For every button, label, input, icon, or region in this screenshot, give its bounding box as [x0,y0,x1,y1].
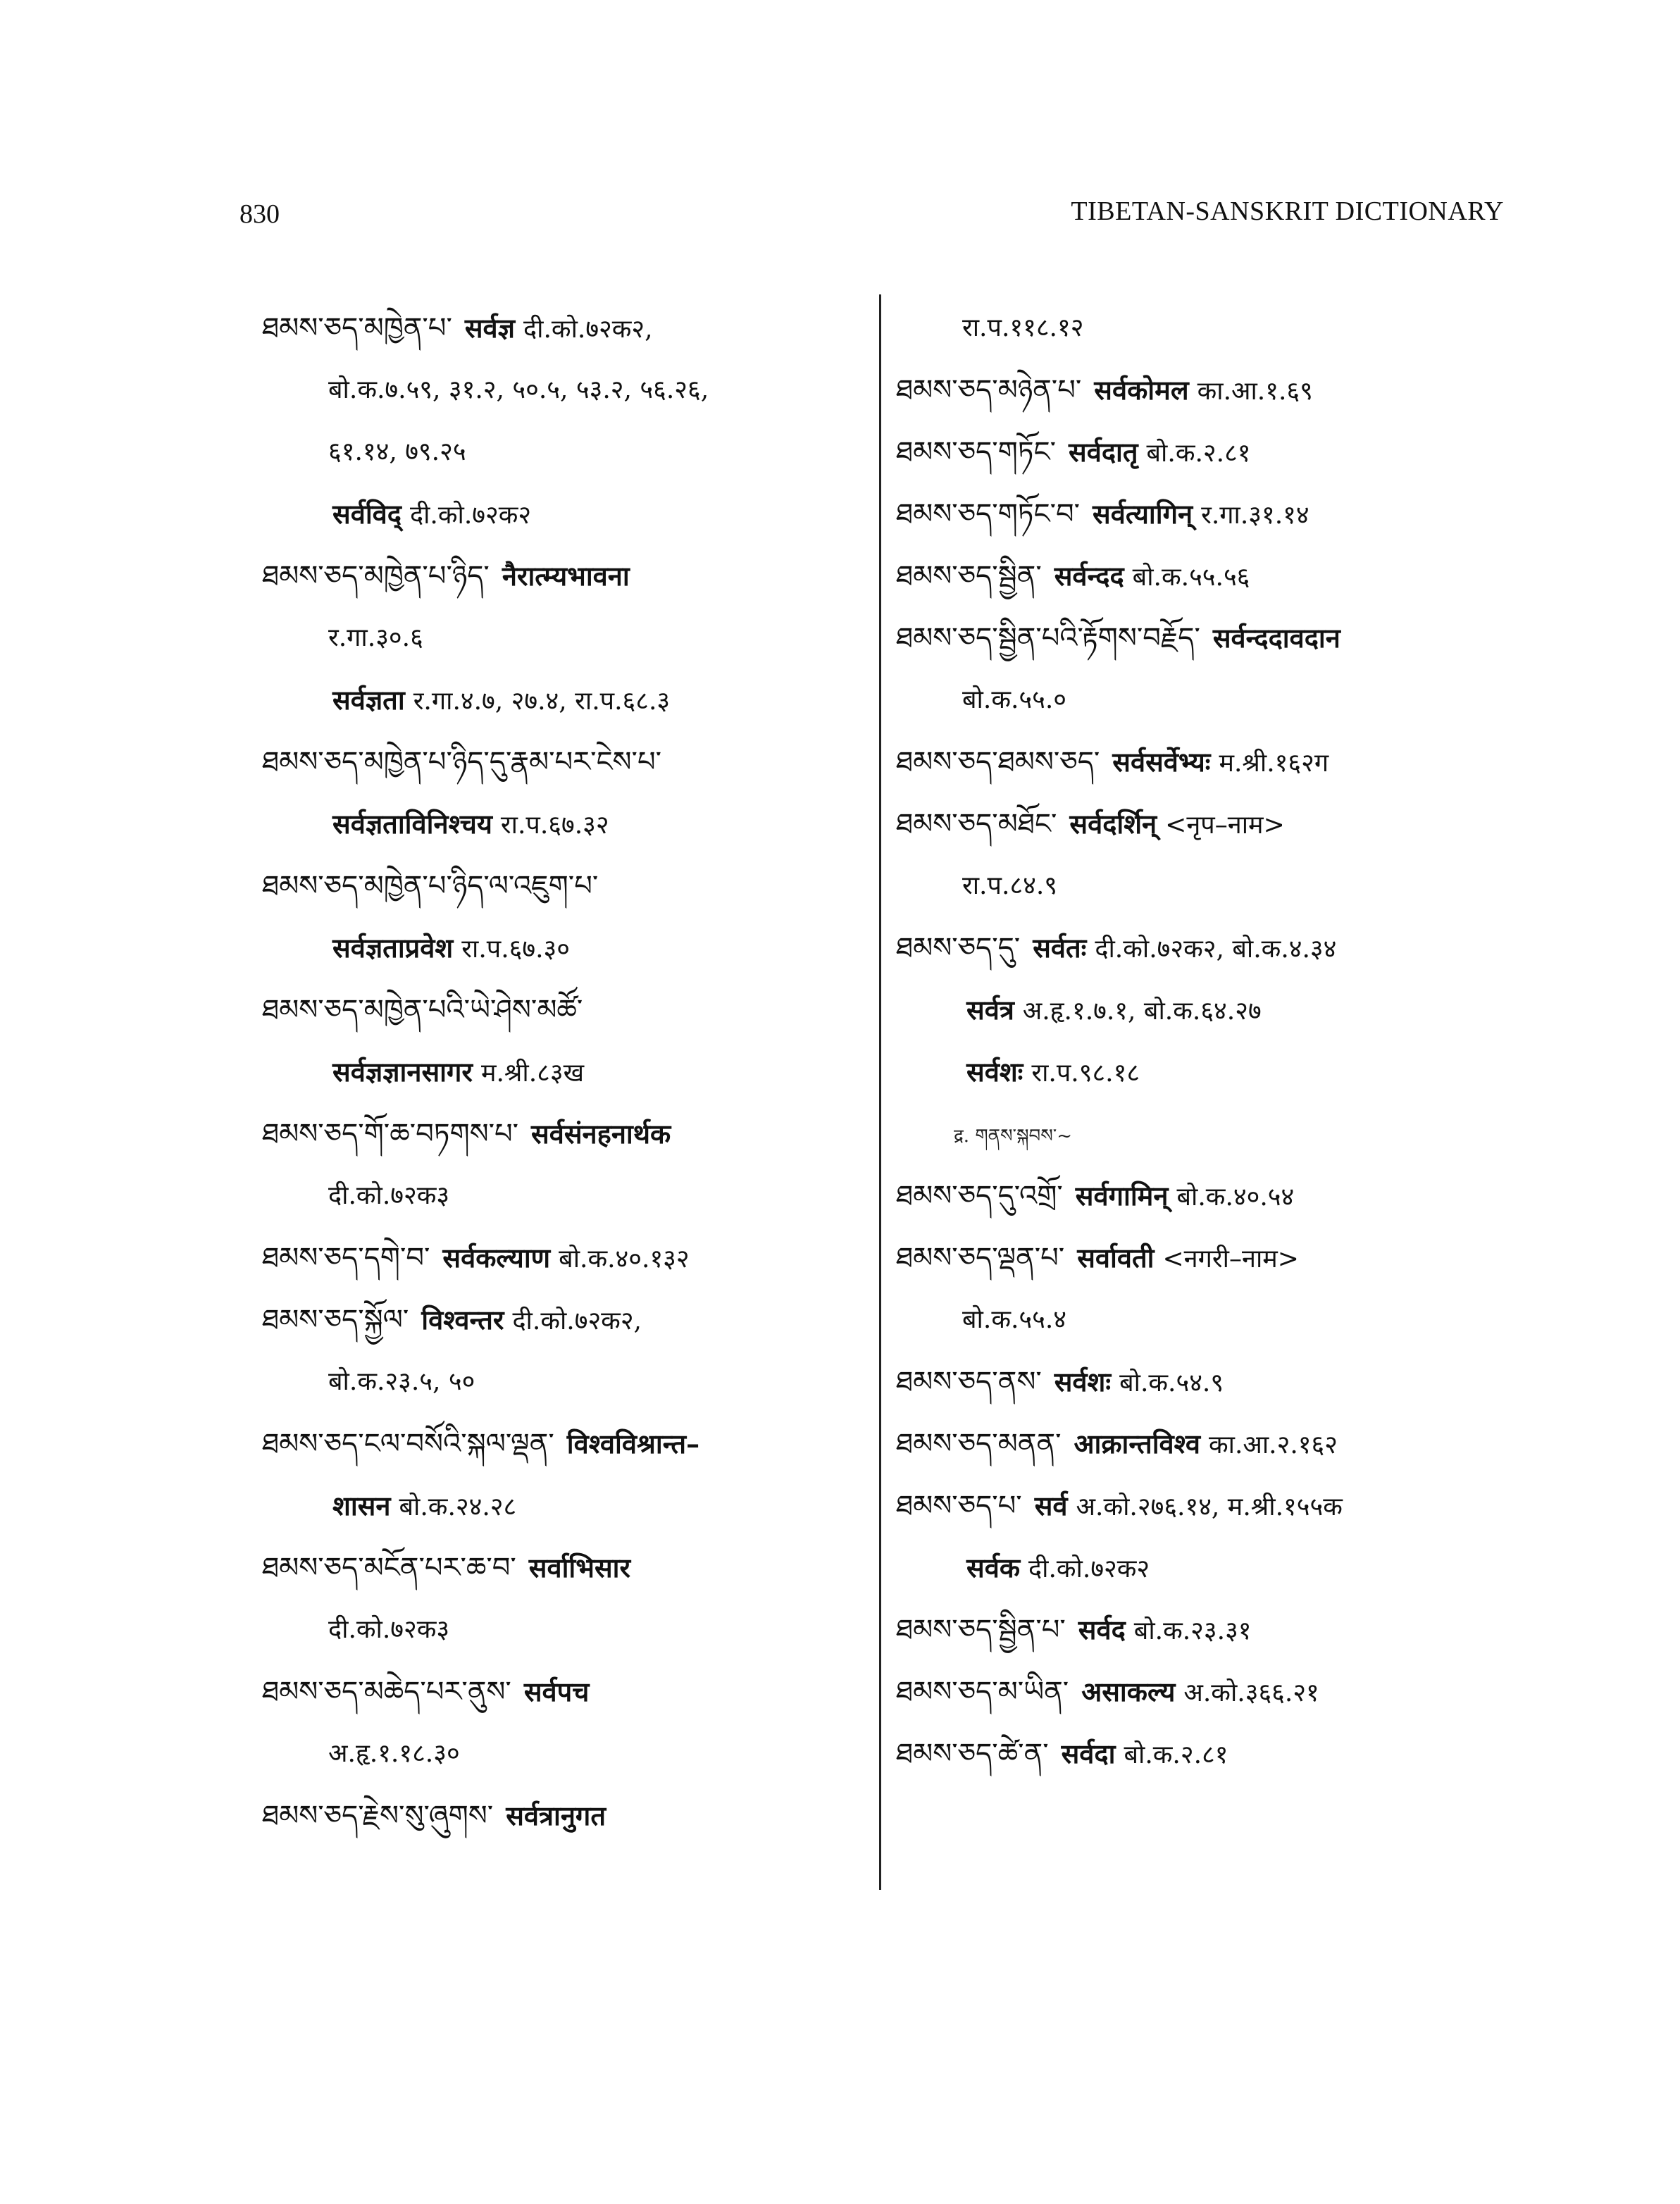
sanskrit-equivalent: सर्वगामिन् [1075,1180,1169,1212]
entry-continuation [262,483,861,545]
dictionary-entry [896,421,1530,483]
dictionary-entry [896,483,1530,545]
entry-continuation [262,793,861,855]
tibetan-headword: ཐམས་ཅད་ཐམས་ཅད་ [896,746,1100,778]
tibetan-headword: ཐམས་ཅད་མཁྱེན་པ་ཉིད་དུ་རྣམ་པར་ངེས་པ་ [262,746,661,778]
sanskrit-equivalent: शासन [332,1490,391,1521]
sanskrit-equivalent: आक्रान्तविश्व [1074,1428,1200,1459]
source-reference: बो.क.५४.९ [1119,1369,1224,1397]
entry-continuation [262,1723,861,1785]
tibetan-headword: ཐམས་ཅད་གོ་ཆ་བཏགས་པ་ [262,1118,519,1150]
tibetan-headword: ཐམས་ཅད་མཁྱེན་པ་ཉིད་ལ་འཇུག་པ་ [262,870,599,902]
sanskrit-equivalent: सर्वशः [966,1056,1023,1088]
dictionary-entry [262,1785,861,1847]
source-reference: बो.क.७.५९, ३१.२, ५०.५, ५३.२, ५६.२६, [328,375,709,404]
tibetan-headword: ཐམས་ཅད་ངལ་བསོའི་སྐལ་ལྡན་ [262,1428,554,1460]
running-head: TIBETAN-SANSKRIT DICTIONARY [1071,197,1504,226]
source-reference: बो.क.२३.३१ [1133,1617,1252,1645]
dictionary-entry [896,1599,1530,1661]
sanskrit-equivalent: सर्वसर्वेभ्यः [1112,746,1211,778]
source-reference: बो.क.२३.५, ५० [328,1367,475,1396]
source-reference: दी.को.७२क२ [409,501,532,530]
sanskrit-equivalent: सर्वज्ञता [332,684,405,716]
entry-continuation [896,297,1530,359]
source-reference: बो.क.२४.२८ [399,1493,517,1521]
sanskrit-equivalent: सर्वावती [1077,1242,1155,1274]
sanskrit-equivalent: सर्वज्ञताप्रवेश [332,932,454,964]
source-reference: म.श्री.८३ख [480,1059,585,1088]
source-reference: अ.को.२७६.१४, म.श्री.१५५क [1076,1493,1343,1521]
dictionary-entry [262,1661,861,1723]
sanskrit-equivalent: सर्वविद् [332,498,402,530]
sanskrit-equivalent: सर्वदर्शिन् [1069,808,1157,840]
dictionary-entry [896,793,1530,855]
source-reference: बो.क.२.८१ [1146,439,1251,468]
sanskrit-equivalent: सर्वज्ञताविनिश्चय [332,808,492,840]
entry-continuation [262,1351,861,1413]
dictionary-entry [896,1475,1530,1537]
source-reference: अ.हृ.१.७.१, बो.क.६४.२७ [1022,997,1262,1026]
entry-continuation [262,607,861,669]
entry-continuation [262,359,861,421]
source-reference: दी.को.७२क२, [523,315,653,344]
source-reference: अ.हृ.१.१८.३० [328,1739,460,1768]
entry-continuation [262,669,861,731]
sanskrit-equivalent: सर्वतः [1033,932,1087,964]
entry-continuation [896,669,1530,731]
sanskrit-equivalent: सर्वशः [1054,1366,1112,1397]
sanskrit-equivalent: असाकल्य [1081,1676,1176,1707]
sanskrit-equivalent: सर्वसंनहनार्थक [531,1118,671,1150]
tibetan-headword: ཐམས་ཅད་དགེ་བ་ [262,1242,430,1274]
dictionary-entry [896,731,1530,793]
tibetan-headword: ཐམས་ཅད་མནན་ [896,1428,1062,1460]
source-reference: दी.को.७२क२, बो.क.४.३४ [1095,935,1337,964]
dictionary-entry [896,1413,1530,1475]
tibetan-headword: ཐམས་ཅད་གཏོང་ [896,436,1056,468]
source-reference: बो.क.४०.५४ [1176,1183,1295,1212]
tibetan-headword: ཐམས་ཅད་དུ་འགྲོ་ [896,1180,1063,1212]
source-reference: रा.प.११८.१२ [962,313,1084,342]
tibetan-headword: ཐམས་ཅད་མཁྱེན་པ་ [262,312,452,344]
dictionary-entry [262,297,861,359]
tibetan-headword: ཐམས་ཅད་མཁྱེན་པ་ཉིད་ [262,560,490,592]
source-reference: दी.को.७२क२, [512,1307,642,1336]
sanskrit-equivalent: नैरात्म्यभावना [502,560,630,592]
dictionary-entry [896,545,1530,607]
tibetan-headword: ཐམས་ཅད་རྗེས་སུ་ཞུགས་ [262,1800,494,1832]
source-reference: ६१.१४, ७९.२५ [328,437,466,466]
entry-continuation [896,1537,1530,1599]
dictionary-entry [262,855,861,917]
source-reference: म.श्री.१६२ग [1219,749,1329,778]
dictionary-entry [262,545,861,607]
source-reference: रा.प.६७.३० [461,935,570,964]
sanskrit-equivalent: सर्वक [966,1552,1021,1583]
entry-continuation [896,979,1530,1041]
sanskrit-equivalent: सर्वत्यागिन् [1093,498,1193,530]
dictionary-entry [896,1661,1530,1723]
right-column [896,297,1530,1785]
entry-continuation [896,1103,1530,1165]
sanskrit-equivalent: सर्व [1034,1490,1068,1521]
sanskrit-equivalent: सर्वत्र [966,994,1014,1026]
dictionary-entry [896,917,1530,979]
tibetan-headword: ཐམས་ཅད་མངོན་པར་ཆ་བ་ [262,1552,516,1584]
tibetan-headword: ཐམས་ཅད་སྦྱིན་པའི་རྟོགས་བརྗོད་ [896,622,1200,654]
source-reference: दी.को.७२क२ [1028,1555,1150,1583]
tibetan-headword: ཐམས་ཅད་མཐོང་ [896,808,1057,840]
sanskrit-equivalent: सर्वज्ञ [464,312,516,344]
sanskrit-equivalent: सर्वत्रानुगत [506,1800,606,1831]
source-reference: रा.प.८४.९ [962,871,1057,900]
source-reference: का.आ.१.६९ [1197,377,1313,406]
tibetan-headword: ཐམས་ཅད་ཚེ་ན་ [896,1738,1049,1770]
source-reference: र.गा.३०.६ [328,623,423,652]
source-reference: बो.क.४०.१३२ [559,1245,690,1274]
entry-continuation [262,1165,861,1227]
tibetan-headword: ཐམས་ཅད་མཁྱེན་པའི་ཡེ་ཤེས་མཚོ་ [262,994,583,1026]
sanskrit-equivalent: विश्वविश्रान्त– [566,1428,700,1459]
entry-continuation [896,855,1530,917]
dictionary-entry [262,1289,861,1351]
dictionary-entry [896,1227,1530,1289]
sanskrit-equivalent: सर्वाभिसार [528,1552,631,1583]
dictionary-entry [262,1227,861,1289]
dictionary-entry [262,1413,861,1475]
cross-reference-note: द्र. གནས་སྐབས་~ [954,1126,1073,1147]
tibetan-headword: ཐམས་ཅད་ནས་ [896,1366,1042,1398]
sanskrit-equivalent: सर्वकल्याण [442,1242,551,1274]
source-reference: <नगरी–नाम> [1162,1245,1299,1274]
tibetan-headword: ཐམས་ཅད་སྦྱིན་ [896,560,1042,592]
tibetan-headword: ཐམས་ཅད་གཏོང་བ་ [896,498,1081,530]
source-reference: का.आ.२.१६२ [1208,1431,1338,1459]
source-reference: बो.क.५५.५६ [1132,563,1250,592]
source-reference: र.गा.३१.१४ [1201,501,1309,530]
sanskrit-equivalent: सर्वदातृ [1069,436,1138,468]
source-reference: दी.को.७२क३ [328,1615,450,1644]
entry-continuation [896,1289,1530,1351]
dictionary-entry [896,1165,1530,1227]
source-reference: <नृप–नाम> [1165,811,1285,840]
source-reference: दी.को.७२क३ [328,1181,450,1210]
entry-continuation [262,1599,861,1661]
sanskrit-equivalent: सर्वद [1078,1614,1126,1645]
sanskrit-equivalent: विश्वन्तर [421,1304,504,1336]
tibetan-headword: ཐམས་ཅད་དུ་ [896,932,1021,964]
left-column [262,297,861,1847]
dictionary-entry [262,731,861,793]
source-reference: रा.प.६७.३२ [500,811,609,840]
sanskrit-equivalent: सर्वज्ञज्ञानसागर [332,1056,473,1088]
tibetan-headword: ཐམས་ཅད་པ་ [896,1490,1022,1522]
dictionary-entry [896,1351,1530,1413]
tibetan-headword: ཐམས་ཅད་མཆེད་པར་ནུས་ [262,1676,511,1708]
sanskrit-equivalent: सर्वन्दद [1054,560,1124,592]
sanskrit-equivalent: सर्वन्ददावदान [1212,622,1340,654]
sanskrit-equivalent: सर्वकोमल [1094,374,1189,406]
tibetan-headword: ཐམས་ཅད་མ་ཡིན་ [896,1676,1069,1708]
source-reference: बो.क.५५.० [962,685,1067,714]
dictionary-entry [896,359,1530,421]
entry-continuation [262,1041,861,1103]
source-reference: रा.प.९८.१८ [1031,1059,1140,1088]
entry-continuation [262,1475,861,1537]
page-number: 830 [239,199,280,229]
tibetan-headword: ཐམས་ཅད་མཉེན་པ་ [896,374,1082,406]
sanskrit-equivalent: सर्वदा [1061,1738,1116,1769]
source-reference: र.गा.४.७, २७.४, रा.प.६८.३ [413,687,671,716]
tibetan-headword: ཐམས་ཅད་སྐྱོལ་ [262,1304,409,1336]
sanskrit-equivalent: सर्वपच [523,1676,590,1707]
entry-continuation [262,421,861,483]
dictionary-entry [262,1103,861,1165]
source-reference: बो.क.५५.४ [962,1305,1067,1334]
tibetan-headword: ཐམས་ཅད་ལྡན་པ་ [896,1242,1065,1274]
source-reference: अ.को.३६६.२१ [1183,1679,1319,1707]
dictionary-entry [262,1537,861,1599]
tibetan-headword: ཐམས་ཅད་སྦྱིན་པ་ [896,1614,1066,1646]
dictionary-entry [896,607,1530,669]
entry-continuation [262,917,861,979]
entry-continuation [896,1041,1530,1103]
dictionary-entry [262,979,861,1041]
dictionary-entry [896,1723,1530,1785]
source-reference: बो.क.२.८१ [1124,1741,1228,1769]
column-divider [879,294,881,1890]
